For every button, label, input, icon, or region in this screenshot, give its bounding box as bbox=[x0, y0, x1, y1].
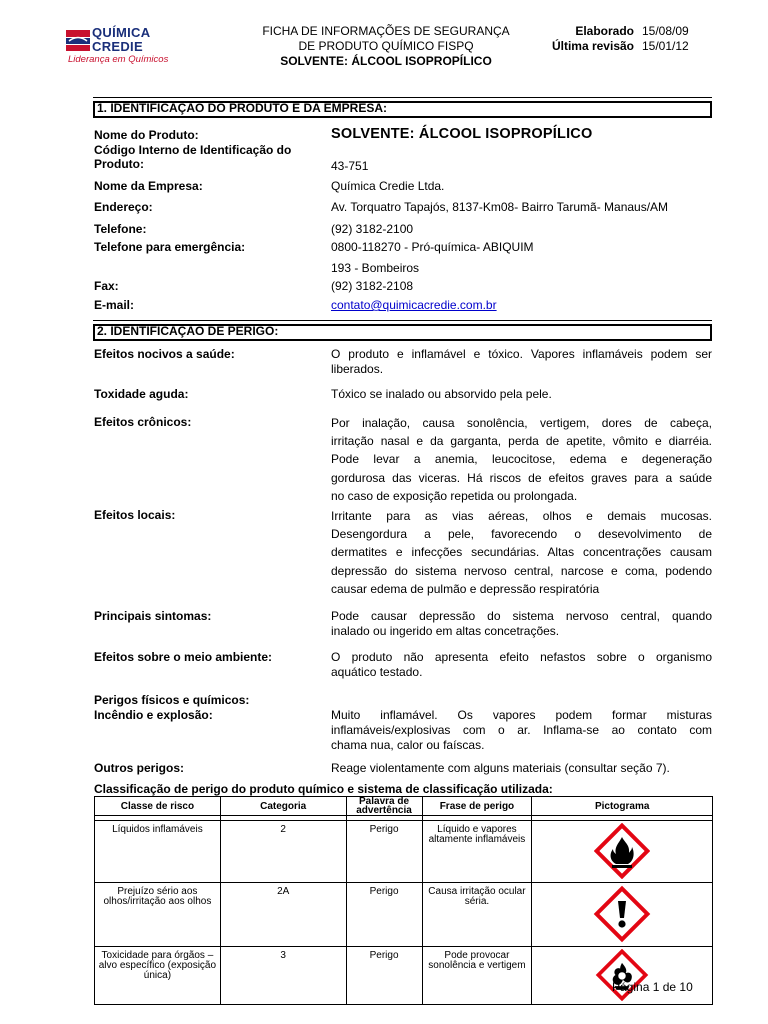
phone-value: (92) 3182-2100 bbox=[331, 222, 414, 236]
column-header: Pictograma bbox=[532, 797, 713, 816]
section-1-title: 1. IDENTIFICAÇÃO DO PRODUTO E DA EMPRESA: bbox=[93, 101, 712, 118]
logo-text-quimica: QUÍMICA bbox=[92, 25, 151, 40]
document-title: FICHA DE INFORMAÇÕES DE SEGURANÇA DE PRODUTO QUÍMICO FISPQ bbox=[262, 24, 510, 53]
internal-code-label: Código Interno de Identificação do Produto: bbox=[94, 143, 292, 171]
hazard-classification-table bbox=[94, 796, 713, 1005]
logo-text-credie: CREDIE bbox=[92, 39, 143, 54]
internal-code-value: 43-751 bbox=[331, 159, 369, 173]
elaborado-label: Elaborado bbox=[575, 24, 634, 38]
pictogram-cell bbox=[532, 883, 713, 947]
main-symptoms-text: Pode causar depressão do sistema nervoso central, quando inalado ou ingerido em altas concetrações. bbox=[331, 609, 712, 638]
phone-label: Telefone: bbox=[94, 222, 147, 236]
other-hazards-label: Outros perigos: bbox=[94, 761, 185, 775]
fax-value: (92) 3182-2108 bbox=[331, 279, 414, 293]
table-row bbox=[95, 821, 713, 883]
environment-effects-text: O produto não apresenta efeito nefastos sobre o organismo aquático testado. bbox=[331, 650, 712, 679]
signal-word-cell: Perigo bbox=[346, 821, 422, 883]
hazard-class-cell: Toxicidade para órgãos – alvo específico (exposição única) bbox=[95, 947, 221, 1005]
exclamation-icon bbox=[593, 885, 651, 943]
fire-explosion-text: Muito inflamável. Os vapores podem formar misturas inflamáveis/explosivas com o ar. Inflama-se ao contato com chama nua, calor ou faíscas. bbox=[331, 708, 712, 752]
address-value: Av. Torquatro Tapajós, 8137-Km08- Bairro Tarumã- Manaus/AM bbox=[331, 200, 669, 214]
elaborado-value: 15/08/09 bbox=[642, 24, 689, 38]
other-hazards-text: Reage violentamente com alguns materiais (consultar seção 7). bbox=[331, 761, 670, 775]
pictogram-cell bbox=[532, 947, 713, 1005]
category-cell: 3 bbox=[220, 947, 346, 1005]
health-effects-text: O produto e inflamável e tóxico. Vapores inflamáveis podem ser liberados. bbox=[331, 347, 712, 376]
hazard-class-cell: Prejuízo sério aos olhos/irritação aos olhos bbox=[95, 883, 221, 947]
page-number: Página 1 de 10 bbox=[612, 980, 693, 994]
product-name-label: Nome do Produto: bbox=[94, 128, 199, 142]
address-label: Endereço: bbox=[94, 200, 153, 214]
table-row bbox=[95, 947, 713, 1005]
section-2-title: 2. IDENTIFICAÇÃO DE PERIGO: bbox=[93, 324, 712, 341]
fire-explosion-label: Incêndio e explosão: bbox=[94, 708, 213, 722]
category-cell: 2A bbox=[220, 883, 346, 947]
fire-dept-phone-value: 193 - Bombeiros bbox=[331, 261, 420, 275]
company-name-value: Química Credie Ltda. bbox=[331, 179, 445, 193]
revisao-label: Última revisão bbox=[551, 39, 634, 53]
local-effects-text: Irritante para as vias aéreas, olhos e demais mucosas. Desengordura a pele, favorecendo o desevolvimento de dermatites e infecções secundárias. Altas concentrações causam depressão do sistema nervoso central, narcose e coma, podendo causar edema de pulmão e depressão respiratória bbox=[331, 509, 712, 596]
logo-tagline: Liderança em Químicos bbox=[68, 54, 169, 65]
chronic-effects-text: Por inalação, causa sonolência, vertigem, dores de cabeça, irritação nasal e da garganta, perda de apetite, vômito e diarréia. Pode levar a anemia, leucocitose, edema e degeneração gordurosa das viceras. Há riscos de efeitos graves para a saúde no caso de exposição repetida ou prolongada. bbox=[331, 416, 712, 503]
physical-hazards-label: Perigos físicos e químicos: bbox=[94, 693, 250, 707]
emergency-phone-value: 0800-118270 - Pró-química- ABIQUIM bbox=[331, 240, 534, 254]
company-logo bbox=[66, 24, 176, 68]
email-link[interactable]: contato@quimicacredie.com.br bbox=[331, 298, 497, 312]
column-header: Palavra de advertência bbox=[346, 797, 422, 816]
document-header bbox=[255, 24, 517, 69]
chronic-effects-label: Efeitos crônicos: bbox=[94, 415, 192, 429]
hazard-phrase-cell: Pode provocar sonolência e vertigem bbox=[422, 947, 532, 1005]
health-effects-label: Efeitos nocivos a saúde: bbox=[94, 347, 235, 361]
hazard-phrase-cell: Líquido e vapores altamente inflamáveis bbox=[422, 821, 532, 883]
revision-info bbox=[542, 24, 702, 54]
table-row bbox=[95, 883, 713, 947]
emergency-phone-label: Telefone para emergência: bbox=[94, 240, 246, 254]
document-product: SOLVENTE: ÁLCOOL ISOPROPÍLICO bbox=[280, 54, 492, 68]
hazard-phrase-cell: Causa irritação ocular séria. bbox=[422, 883, 532, 947]
classification-title: Classificação de perigo do produto químico e sistema de classificação utilizada: bbox=[94, 782, 553, 796]
fax-label: Fax: bbox=[94, 279, 119, 293]
company-name-label: Nome da Empresa: bbox=[94, 179, 203, 193]
acute-toxicity-label: Toxidade aguda: bbox=[94, 387, 189, 401]
signal-word-cell: Perigo bbox=[346, 947, 422, 1005]
main-symptoms-label: Principais sintomas: bbox=[94, 609, 212, 623]
local-effects-label: Efeitos locais: bbox=[94, 508, 176, 522]
environment-effects-label: Efeitos sobre o meio ambiente: bbox=[94, 650, 273, 664]
hazard-class-cell: Líquidos inflamáveis bbox=[95, 821, 221, 883]
logo-mark-icon bbox=[66, 30, 90, 52]
category-cell: 2 bbox=[220, 821, 346, 883]
table-header-row bbox=[95, 797, 713, 816]
revisao-value: 15/01/12 bbox=[642, 39, 689, 53]
column-header: Categoria bbox=[220, 797, 346, 816]
signal-word-cell: Perigo bbox=[346, 883, 422, 947]
acute-toxicity-text: Tóxico se inalado ou absorvido pela pele. bbox=[331, 387, 552, 401]
column-header: Classe de risco bbox=[95, 797, 221, 816]
pictogram-cell bbox=[532, 821, 713, 883]
column-header: Frase de perigo bbox=[422, 797, 532, 816]
product-name-value: SOLVENTE: ÁLCOOL ISOPROPÍLICO bbox=[331, 126, 593, 142]
flame-icon bbox=[594, 823, 650, 879]
email-label: E-mail: bbox=[94, 298, 135, 312]
